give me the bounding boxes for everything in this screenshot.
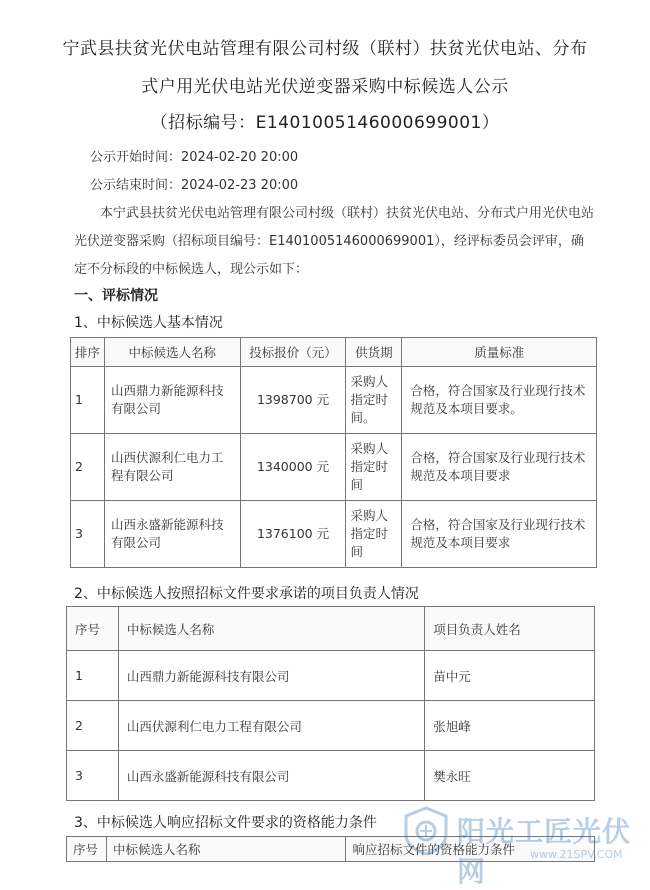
tender-number: （招标编号：E1401005146000699001） — [150, 113, 500, 133]
table-header-row — [67, 607, 595, 651]
delivery-cell: 采购人指定时间。 — [346, 367, 402, 434]
table-row — [67, 751, 595, 801]
quality-cell: 合格，符合国家及行业现行技术规范及本项目要求 — [402, 434, 597, 501]
table-row — [71, 434, 597, 501]
rank-cell: 3 — [71, 501, 105, 568]
project-manager-table — [66, 606, 595, 801]
no-cell: 1 — [67, 651, 119, 701]
table-row — [67, 701, 595, 751]
title-line-1: 宁武县扶贫光伏电站管理有限公司村级（联村）扶贫光伏电站、分布 — [62, 39, 588, 59]
table-row — [67, 651, 595, 701]
candidate-name-cell: 山西鼎力新能源科技有限公司 — [118, 651, 424, 701]
table-row — [71, 367, 597, 434]
candidate-name-cell: 山西伏源利仁电力工程有限公司 — [104, 434, 240, 501]
header-candidate-name: 中标候选人名称 — [104, 338, 240, 367]
manager-name-cell: 苗中元 — [425, 651, 595, 701]
delivery-cell: 采购人指定时间 — [346, 434, 402, 501]
intro-paragraph: 本宁武县扶贫光伏电站管理有限公司村级（联村）扶贫光伏电站、分布式户用光伏电站光伏逆变器采购（招标项目编号：E1401005146000699001），经评标委员会评审，确定不分标段的中标候选人，现公示如下： — [74, 206, 595, 277]
bid-price-cell: 1376100 元 — [240, 501, 346, 568]
section-heading-evaluation: 一、评标情况 — [74, 288, 158, 304]
manager-name-cell: 樊永旺 — [425, 751, 595, 801]
header-bid-price: 投标报价（元） — [240, 338, 346, 367]
publish-start-time: 公示开始时间：2024-02-20 20:00 — [90, 150, 299, 165]
header-delivery: 供货期 — [346, 338, 402, 367]
quality-cell: 合格，符合国家及行业现行技术规范及本项目要求。 — [402, 367, 597, 434]
watermark-url: www.21SPV.COM — [530, 848, 623, 861]
table-header-row — [71, 338, 597, 367]
header-candidate-name: 中标候选人名称 — [118, 607, 424, 651]
candidate-name-cell: 山西伏源利仁电力工程有限公司 — [118, 701, 424, 751]
manager-name-cell: 张旭峰 — [425, 701, 595, 751]
title-line-2: 式户用光伏电站光伏逆变器采购中标候选人公示 — [141, 77, 509, 97]
header-no: 序号 — [67, 837, 107, 862]
site-watermark — [395, 800, 645, 888]
table-row — [71, 501, 597, 568]
header-no: 序号 — [67, 607, 119, 651]
shield-logo-icon — [403, 806, 449, 856]
publish-end-time: 公示结束时间：2024-02-23 20:00 — [90, 178, 299, 193]
candidate-name-cell: 山西永盛新能源科技有限公司 — [118, 751, 424, 801]
quality-cell: 合格，符合国家及行业现行技术规范及本项目要求 — [402, 501, 597, 568]
bid-price-cell: 1340000 元 — [240, 434, 346, 501]
no-cell: 2 — [67, 701, 119, 751]
no-cell: 3 — [67, 751, 119, 801]
header-rank: 排序 — [71, 338, 105, 367]
bid-price-cell: 1398700 元 — [240, 367, 346, 434]
subheading-qualification: 3、中标候选人响应招标文件要求的资格能力条件 — [74, 815, 377, 831]
header-qualification: 响应招标文件的资格能力条件 — [346, 837, 595, 862]
candidate-name-cell: 山西永盛新能源科技有限公司 — [104, 501, 240, 568]
header-manager-name: 项目负责人姓名 — [425, 607, 595, 651]
candidate-name-cell: 山西鼎力新能源科技有限公司 — [104, 367, 240, 434]
rank-cell: 1 — [71, 367, 105, 434]
header-quality: 质量标准 — [402, 338, 597, 367]
candidates-basic-table — [70, 337, 597, 568]
watermark-text: 阳光工匠光伏网 — [457, 815, 632, 888]
subheading-project-manager: 2、中标候选人按照招标文件要求承诺的项目负责人情况 — [74, 586, 419, 602]
delivery-cell: 采购人指定时间 — [346, 501, 402, 568]
rank-cell: 2 — [71, 434, 105, 501]
header-candidate-name: 中标候选人名称 — [106, 837, 346, 862]
subheading-candidates-basic: 1、中标候选人基本情况 — [74, 315, 223, 331]
